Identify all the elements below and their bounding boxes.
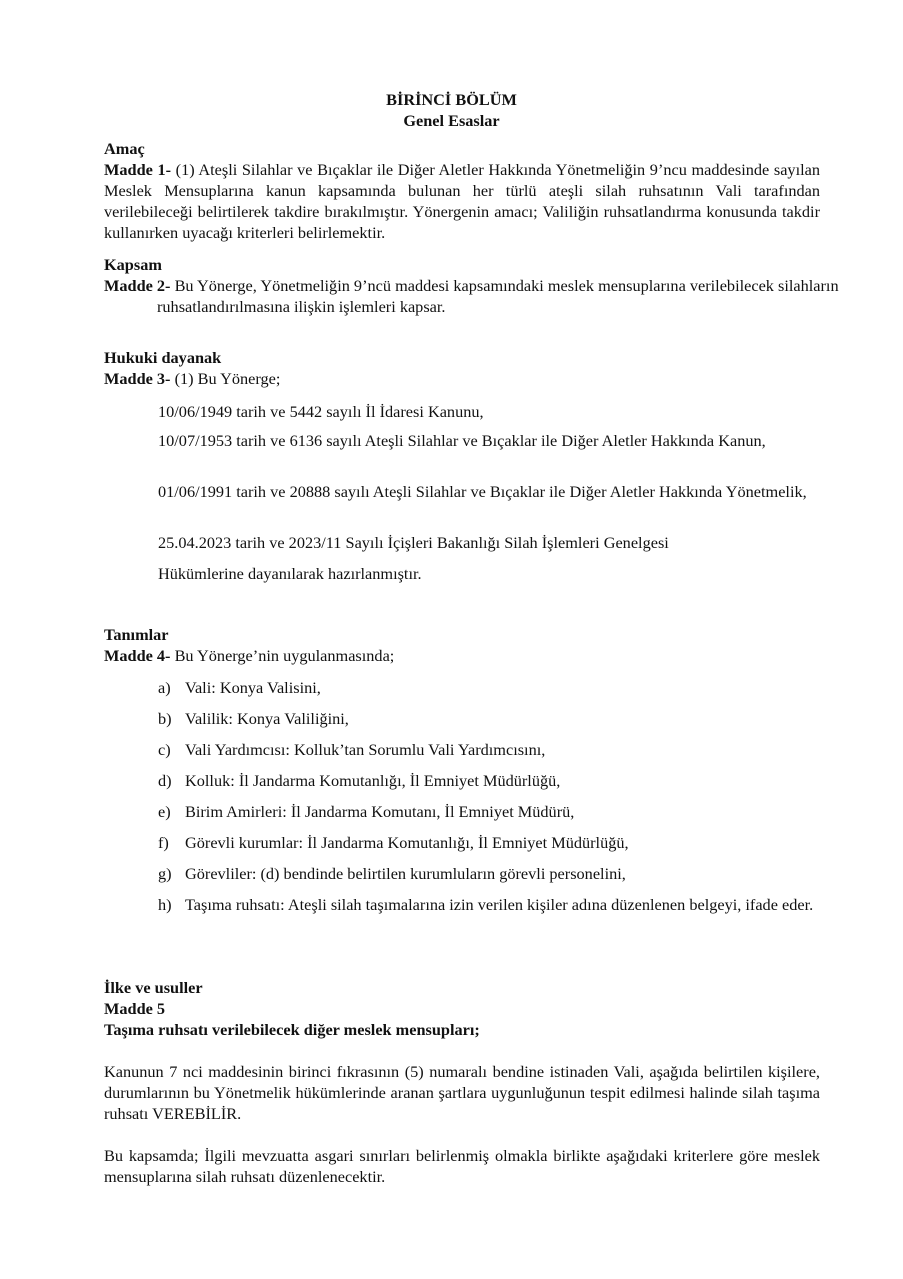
article-2-lead: Madde 2- xyxy=(104,276,171,295)
definition-letter: a) xyxy=(158,678,171,697)
legal-basis-item: 10/06/1949 tarih ve 5442 sayılı İl İdaresi Kanunu, xyxy=(158,402,484,421)
article-2-text: Bu Yönerge, Yönetmeliğin 9’ncü maddesi kapsamındaki meslek mensuplarına verilebilecek silahların ruhsatlandırılmasına ilişkin işlemleri kapsar. xyxy=(157,276,839,316)
definition-text: Vali: Konya Valisini, xyxy=(185,678,321,697)
article-4-body xyxy=(104,645,820,666)
article-5-paragraph: Kanunun 7 nci maddesinin birinci fıkrasının (5) numaralı bendine istinaden Vali, aşağıda belirtilen kişilere, durumlarının bu Yönetmelik hükümlerinde aranan şartlara uygunluğunun tespit edilmesi halinde silah taşıma ruhsatı VEREBİLİR. xyxy=(104,1062,820,1123)
part-subtitle: Genel Esaslar xyxy=(403,111,500,130)
definition-item xyxy=(158,708,820,729)
definition-letter: h) xyxy=(158,895,172,914)
definition-letter: d) xyxy=(158,771,172,790)
article-3-body xyxy=(104,368,820,389)
definition-text: Kolluk: İl Jandarma Komutanlığı, İl Emniyet Müdürlüğü, xyxy=(185,771,561,790)
article-1-lead: Madde 1- xyxy=(104,160,172,179)
definition-item xyxy=(158,832,820,853)
definition-item xyxy=(158,739,820,760)
legal-basis-item: Hükümlerine dayanılarak hazırlanmıştır. xyxy=(158,564,422,583)
definition-letter: f) xyxy=(158,833,169,852)
article-2-title: Kapsam xyxy=(104,255,162,274)
definition-item xyxy=(158,863,820,884)
definition-letter: g) xyxy=(158,864,172,883)
definition-letter: c) xyxy=(158,740,171,759)
article-1-body xyxy=(104,159,820,243)
article-5-subtitle: Taşıma ruhsatı verilebilecek diğer meslek mensupları; xyxy=(104,1020,480,1039)
definition-item xyxy=(158,770,820,791)
part-title: BİRİNCİ BÖLÜM xyxy=(386,90,517,109)
article-4-title: Tanımlar xyxy=(104,625,169,644)
definition-letter: b) xyxy=(158,709,172,728)
definition-text: Görevliler: (d) bendinde belirtilen kurumluların görevli personelini, xyxy=(185,864,626,883)
definition-text: Taşıma ruhsatı: Ateşli silah taşımalarına izin verilen kişiler adına düzenlenen belgeyi, ifade eder. xyxy=(185,895,814,914)
definition-text: Vali Yardımcısı: Kolluk’tan Sorumlu Vali Yardımcısını, xyxy=(185,740,546,759)
article-4-text: Bu Yönerge’nin uygulanmasında; xyxy=(174,646,395,665)
article-5-paragraph: Bu kapsamda; İlgili mevzuatta asgari sınırları belirlenmiş olmakla birlikte aşağıdaki kriterlere göre meslek mensuplarına silah ruhsatı düzenlenecektir. xyxy=(104,1146,820,1186)
legal-basis-item: 25.04.2023 tarih ve 2023/11 Sayılı İçişleri Bakanlığı Silah İşlemleri Genelgesi xyxy=(158,533,669,552)
definition-item xyxy=(158,677,820,698)
definition-text: Görevli kurumlar: İl Jandarma Komutanlığı, İl Emniyet Müdürlüğü, xyxy=(185,833,629,852)
article-2-body xyxy=(104,275,873,317)
article-3-text: (1) Bu Yönerge; xyxy=(174,369,281,388)
definition-text: Birim Amirleri: İl Jandarma Komutanı, İl Emniyet Müdürü, xyxy=(185,802,575,821)
article-5-title: İlke ve usuller xyxy=(104,978,203,997)
definition-letter: e) xyxy=(158,802,171,821)
article-3-title: Hukuki dayanak xyxy=(104,348,222,367)
article-1-title: Amaç xyxy=(104,139,145,158)
article-5-lead: Madde 5 xyxy=(104,999,166,1018)
article-4-lead: Madde 4- xyxy=(104,646,171,665)
article-3-lead: Madde 3- xyxy=(104,369,171,388)
definition-item xyxy=(158,894,820,915)
legal-basis-item: 01/06/1991 tarih ve 20888 sayılı Ateşli Silahlar ve Bıçaklar ile Diğer Aletler Hakkında Yönetmelik, xyxy=(158,482,807,501)
definition-text: Valilik: Konya Valiliğini, xyxy=(185,709,349,728)
definition-item xyxy=(158,801,820,822)
article-1-text: (1) Ateşli Silahlar ve Bıçaklar ile Diğer Aletler Hakkında Yönetmeliğin 9’ncu maddesinde sayılan Meslek Mensuplarına kanun kapsamında bulunan her türlü ateşli silah ruhsatının Vali tarafından verilebileceği belirtilerek takdire bırakılmıştır. Yönergenin amacı; Valiliğin ruhsatlandırma konusunda takdir kullanırken uyacağı kriterleri belirlemektir. xyxy=(104,160,820,242)
legal-basis-item: 10/07/1953 tarih ve 6136 sayılı Ateşli Silahlar ve Bıçaklar ile Diğer Aletler Hakkında Kanun, xyxy=(158,431,766,450)
